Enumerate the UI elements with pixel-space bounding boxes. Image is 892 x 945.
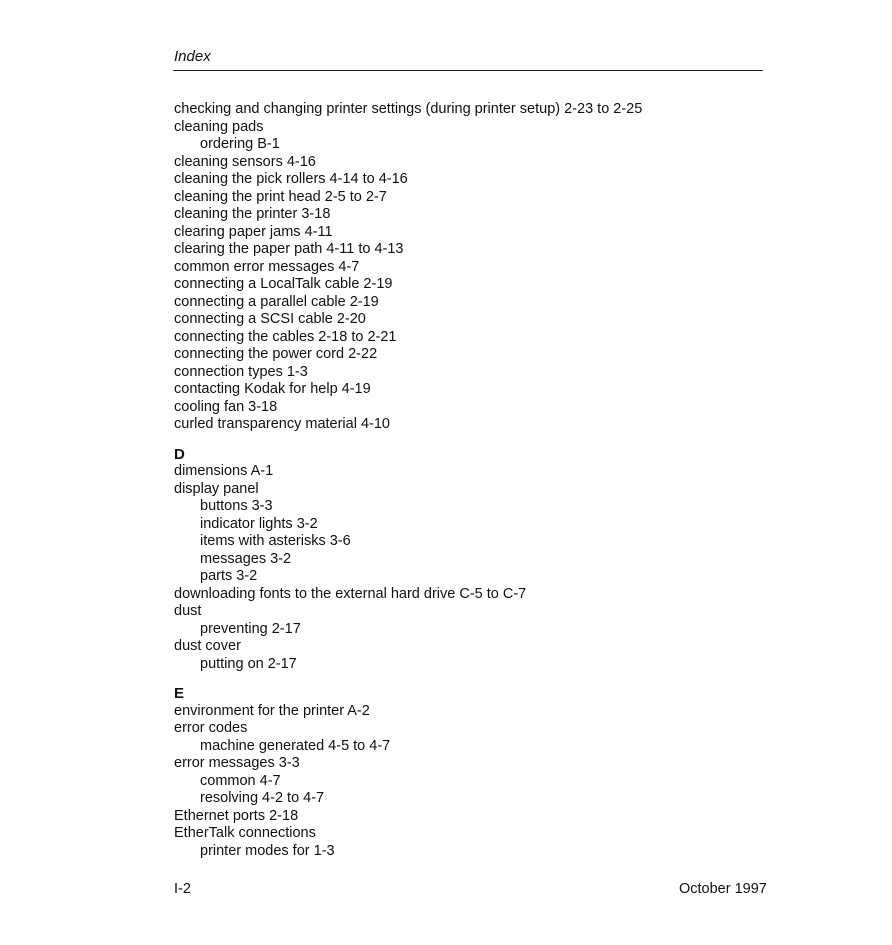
index-entry: EtherTalk connections <box>174 825 316 841</box>
index-entry: error codes <box>174 720 248 736</box>
index-entry: cleaning pads <box>174 118 264 135</box>
index-section-letter: E <box>174 685 185 702</box>
index-entry: connecting a SCSI cable 2-20 <box>174 311 366 327</box>
index-subentry: ordering B-1 <box>200 136 280 152</box>
index-section-letter: D <box>174 445 185 463</box>
index-entry: dimensions A-1 <box>174 463 274 479</box>
index-entry: error messages 3-3 <box>174 755 300 771</box>
index-entry: clearing paper jams 4-11 <box>174 223 333 240</box>
index-entry: cleaning sensors 4-16 <box>174 153 316 170</box>
page-header-title: Index <box>174 48 211 65</box>
index-entry: cleaning the print head 2-5 to 2-7 <box>174 188 387 205</box>
index-subentry: parts 3-2 <box>200 568 258 584</box>
index-subentry: preventing 2-17 <box>200 620 301 637</box>
index-entry: Ethernet ports 2-18 <box>174 807 299 824</box>
index-entry: cooling fan 3-18 <box>174 398 278 415</box>
index-entry: cleaning the printer 3-18 <box>174 206 331 222</box>
page-number: I-2 <box>174 881 191 897</box>
index-entry: display panel <box>174 480 259 497</box>
index-subentry: resolving 4-2 to 4-7 <box>200 790 325 806</box>
index-entry: connecting a LocalTalk cable 2-19 <box>174 276 393 292</box>
index-entry: common error messages 4-7 <box>174 258 360 275</box>
index-subentry: buttons 3-3 <box>200 498 273 514</box>
index-entry: contacting Kodak for help 4-19 <box>174 381 371 397</box>
index-entry: environment for the printer A-2 <box>174 702 370 719</box>
index-subentry: machine generated 4-5 to 4-7 <box>200 737 391 754</box>
publication-date: October 1997 <box>679 881 767 897</box>
index-subentry: messages 3-2 <box>200 550 292 567</box>
index-entry: cleaning the pick rollers 4-14 to 4-16 <box>174 171 408 187</box>
index-entry: curled transparency material 4-10 <box>174 416 390 432</box>
index-entry: connecting a parallel cable 2-19 <box>174 293 379 310</box>
index-entry: downloading fonts to the external hard drive C-5 to C-7 <box>174 585 527 602</box>
index-entry: connecting the power cord 2-22 <box>174 346 378 362</box>
index-entry: connection types 1-3 <box>174 363 308 380</box>
index-subentry: putting on 2-17 <box>200 655 297 672</box>
index-subentry: items with asterisks 3-6 <box>200 533 351 549</box>
index-list <box>174 101 774 860</box>
index-entry: clearing the paper path 4-11 to 4-13 <box>174 241 404 257</box>
index-entry: dust <box>174 603 202 619</box>
index-subentry: printer modes for 1-3 <box>200 842 335 859</box>
index-subentry: common 4-7 <box>200 772 281 789</box>
index-entry: checking and changing printer settings (during printer setup) 2-23 to 2-25 <box>174 101 643 117</box>
header-divider <box>173 70 763 71</box>
index-entry: dust cover <box>174 638 241 654</box>
index-entry: connecting the cables 2-18 to 2-21 <box>174 328 397 345</box>
index-subentry: indicator lights 3-2 <box>200 515 318 532</box>
